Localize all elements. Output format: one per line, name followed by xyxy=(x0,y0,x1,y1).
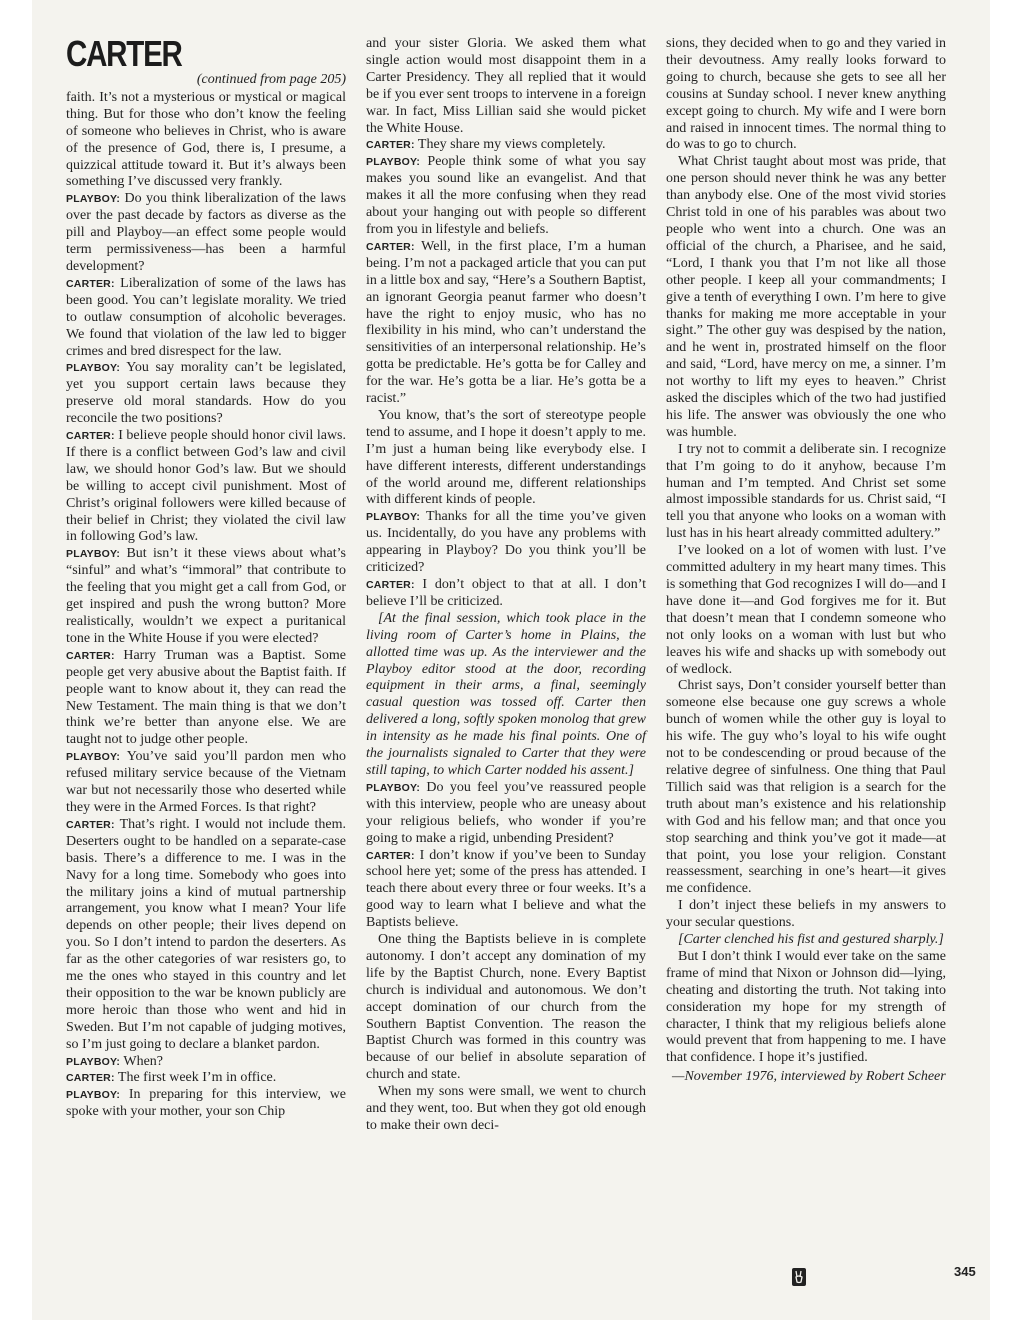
paragraph: Christ says, Don’t consider yourself better than someone else because one guy screws a whole bunch of women while the other guy is loyal to his wife. The guy who’s loyal to his wife ought not to be condescending or proud because of the relative degree of sinfulness. One thing that Paul Tillich said was that religion is a search for the truth about man’s existence and his relationship with God and his fellow man; and that once you stop searching and think you’ve got it made—at that point, you lose your religion. Constant reassessment, searching in one’s heart—it gives me confidence. xyxy=(666,678,946,897)
qa-paragraph: PLAYBOY: Thanks for all the time you’ve given us. Incidentally, do you have any problems with appearing in Playboy? Do you think you’ll be criticized? xyxy=(366,509,647,576)
paragraph: and your sister Gloria. We asked them what single action would most disappoint them in a Carter Presidency. They all replied that it would be if you ever sent troops to intervene in a foreign war. In fact, Miss Lillian said she would picket the White House. xyxy=(366,36,646,136)
qa-paragraph: PLAYBOY: Do you feel you’ve reassured people with this interview, people who are uneasy about your religious beliefs, who wonder if you’re going to make a rigid, unbending President? xyxy=(366,779,646,846)
interview-credit xyxy=(666,1069,946,1086)
paragraph: You know, that’s the sort of stereotype people tend to assume, and I hope it doesn’t apply to me. I’m just a human being like everybody else. I have different interests, different understandings of the world around me, different relationships with different kinds of people. xyxy=(366,407,646,508)
qa-paragraph: PLAYBOY: You’ve said you’ll pardon men who refused military service because of the Vietnam war but not necessarily those who deserted while they were in the Armed Forces. Is that right? xyxy=(66,749,347,815)
speaker-label: CARTER: xyxy=(366,240,415,253)
paragraph: One thing the Baptists believe in is complete autonomy. I don’t accept any domination of my life by the Baptist Church, none. Every Baptist church is individual and autonomous. We don’t accept domination of our church from the Southern Baptist Convention. The reason the Baptist Church was formed in this country was because of our belief in absolute separation of church and state. xyxy=(366,932,646,1083)
qa-paragraph: CARTER: I believe people should honor civil laws. If there is a conflict between God’s law and civil law, we should honor God’s law. But we should be willing to accept civil punishment. Most of Christ’s original followers were killed because of their belief in Christ; they violated the civil law in following God’s law. xyxy=(66,428,346,545)
qa-paragraph: CARTER: I don’t object to that at all. I don’t believe I’ll be criticized. xyxy=(366,577,647,609)
paragraph: I’ve looked on a lot of women with lust. I’ve committed adultery in my heart many times. This is something that God recognizes I will do—and I have done it—and God forgives me for it. But that doesn’t mean that I condemn someone who not only looks on a woman with lust but who leaves his wife and shacks up with somebody out of wedlock. xyxy=(666,543,946,677)
speaker-label: PLAYBOY: xyxy=(66,548,121,561)
page-number: 345 xyxy=(954,1264,976,1279)
qa-paragraph: CARTER: They share my views completely. xyxy=(366,137,606,153)
paragraph: What Christ taught about most was pride, that one person should never think he was any better than anybody else. One of the most vivid stories Christ told in one of his parables was about two people who went into a church. One was an official of the church, a Pharisee, and he said, “Lord, I thank you that I’m not like all those other people. I keep all your commandments; I give a tenth of everything I own. I’m here to give thanks for making me more acceptable in your sight.” The other guy was despised by the nation, and he went in, prostrated himself on the floor and said, “Lord, have mercy on me, a sinner. I’m not worthy to lift my eyes to heaven.” Christ asked the disciples which of the two had justified his life. The answer was obviously the one who was humble. xyxy=(666,154,946,440)
editorial-note: [At the final session, which took place in the living room of Carter’s home in Plains, the allotted time was up. As the interviewer and the Playboy editor stood at the door, recording equipment in their arms, a final, seemingly casual question was tossed off. Carter then delivered a long, softly spoken monolog that grew in intensity as he made his final points. One of the journalists signaled to Carter that they were still taping, to which Carter nodded his assent.] xyxy=(366,610,646,778)
speaker-label: CARTER: xyxy=(66,818,115,831)
speaker-label: CARTER: xyxy=(66,1072,115,1085)
rabbit-head-icon xyxy=(792,1268,806,1286)
qa-paragraph: CARTER: I don’t know if you’ve been to Sunday school here yet; some of the press has attended. I teach there about every three or four weeks. It’s a good way to learn what I believe and what the Baptists believe. xyxy=(366,847,647,931)
editorial-note: [Carter clenched his fist and gestured sharply.] xyxy=(678,932,944,948)
qa-paragraph: CARTER: Harry Truman was a Baptist. Some people get very abusive about the Baptist faith. If people want to know about it, they can read the New Testament. The main thing is that we don’t think we’re better than anyone else. We are taught not to judge other people. xyxy=(66,647,347,748)
paragraph: I don’t inject these beliefs in my answers to your secular questions. xyxy=(666,898,946,931)
speaker-label: CARTER: xyxy=(66,430,115,443)
continued-note: (continued from page 205) xyxy=(196,72,346,87)
qa-paragraph: PLAYBOY: Do you think liberalization of the laws over the past decade by factors as diverse as the pill and Playboy—an effect some people would term permissiveness—has been a harmful development? xyxy=(66,191,346,274)
credit-line: —November 1976, interviewed by Robert Scheer xyxy=(672,1069,946,1085)
qa-paragraph: CARTER: Well, in the first place, I’m a human being. I’m not a packaged article that you can put in a little box and say, “Here’s a Southern Baptist, an ignorant Georgia peanut farmer who doesn’t have the right to enjoy music, who has no flexibility in his mind, who can’t understand the sensitivities of an interpersonal relationship. He’s gotta be predictable. He’s gotta be for Calley and for the war. He’s gotta be a liar. He’s gotta be a racist.” xyxy=(366,238,646,407)
qa-paragraph: CARTER: The first week I’m in office. xyxy=(66,1070,277,1086)
magazine-page xyxy=(32,0,990,1320)
speaker-label: PLAYBOY: xyxy=(66,751,121,764)
speaker-label: CARTER: xyxy=(66,277,115,290)
speaker-label: PLAYBOY: xyxy=(366,156,421,169)
column-2 xyxy=(366,36,646,1135)
column-1 xyxy=(66,33,347,1121)
rabbit-head-logo-icon xyxy=(792,1268,806,1286)
qa-paragraph: PLAYBOY: When? xyxy=(66,1053,164,1069)
speaker-label: PLAYBOY: xyxy=(66,1055,121,1068)
article-title: CARTER xyxy=(66,33,182,74)
paragraph: When my sons were small, we went to church and they went, too. But when they got old enough to make their own deci- xyxy=(366,1084,646,1133)
paragraph: sions, they decided when to go and they varied in their devoutness. Amy really looks forward to going to church, because she gets to see all her cousins at Sunday school. I never knew anything except going to church. My wife and I were born and raised in innocent times. The normal thing to do was to go to church. xyxy=(666,36,946,153)
speaker-label: CARTER: xyxy=(366,849,415,862)
qa-paragraph: PLAYBOY: But isn’t it these views about what’s “sinful” and what’s “immoral” that contribute to the feeling that you might get a call from God, or get inspired and push the wrong button? More realistically, wouldn’t we expect a puritanical tone in the White House if you were elected? xyxy=(66,546,346,646)
qa-paragraph: CARTER: Liberalization of some of the laws has been good. You can’t legislate morality. We tried to outlaw consumption of alcoholic beverages. We found that violation of the law led to bigger crimes and bred disrespect for the law. xyxy=(66,275,347,359)
speaker-label: PLAYBOY: xyxy=(66,1089,121,1102)
qa-paragraph: PLAYBOY: You say morality can’t be legislated, yet you support certain laws because they preserve old moral standards. How do you reconcile the two positions? xyxy=(66,360,346,427)
qa-paragraph: PLAYBOY: In preparing for this interview, we spoke with your mother, your son Chip xyxy=(66,1087,347,1120)
speaker-label: PLAYBOY: xyxy=(366,511,421,524)
paragraph: But I don’t think I would ever take on the same frame of mind that Nixon or Johnson did—lying, cheating and distorting the truth. Not taking into consideration my hope for my strength of character, I think that my religious beliefs alone would prevent that from happening to me. I have that confidence. I hope it’s justified. xyxy=(666,948,946,1066)
speaker-label: CARTER: xyxy=(366,579,415,591)
paragraph: I try not to commit a deliberate sin. I recognize that I’m going to do it anyhow, because I’m human and I’m tempted. And Christ set some almost impossible standards for us. Christ said, “I tell you that anyone who looks on a woman with lust has in his heart already committed adultery.” xyxy=(666,441,946,542)
speaker-label: PLAYBOY: xyxy=(366,781,421,794)
speaker-label: CARTER: xyxy=(366,139,415,152)
speaker-label: CARTER: xyxy=(66,649,115,662)
qa-paragraph: PLAYBOY: People think some of what you say makes you sound like an evangelist. And that makes it all the more confusing when they read about your hanging out with people so different from you in lifestyle and beliefs. xyxy=(366,154,646,237)
paragraph: faith. It’s not a mysterious or mystical or magical thing. But for those who don’t know the feeling of someone who believes in Christ, who is aware of the presence of God, there is, I presume, a quizzical attitude toward it. But it’s always been something I’ve discussed very frankly. xyxy=(66,89,346,190)
speaker-label: PLAYBOY: xyxy=(66,362,121,375)
column-3 xyxy=(666,36,946,1086)
speaker-label: PLAYBOY: xyxy=(66,193,121,206)
qa-paragraph: CARTER: That’s right. I would not include them. Deserters ought to be handled on a separate-case basis. There’s a difference to me. I was in the Navy for a long time. Somebody who goes into the military joins a kind of mutual partnership arrangement, you know what I mean? Your life depends on other people; their lives depend on you. So I don’t intend to pardon the deserters. As far as the other categories of war resisters go, to me the ones who stayed in this country and let their opposition to the war be known publicly are more heroic than those who went and hid in Sweden. But I’m not capable of judging motives, so I’m just going to declare a blanket pardon. xyxy=(66,816,347,1052)
